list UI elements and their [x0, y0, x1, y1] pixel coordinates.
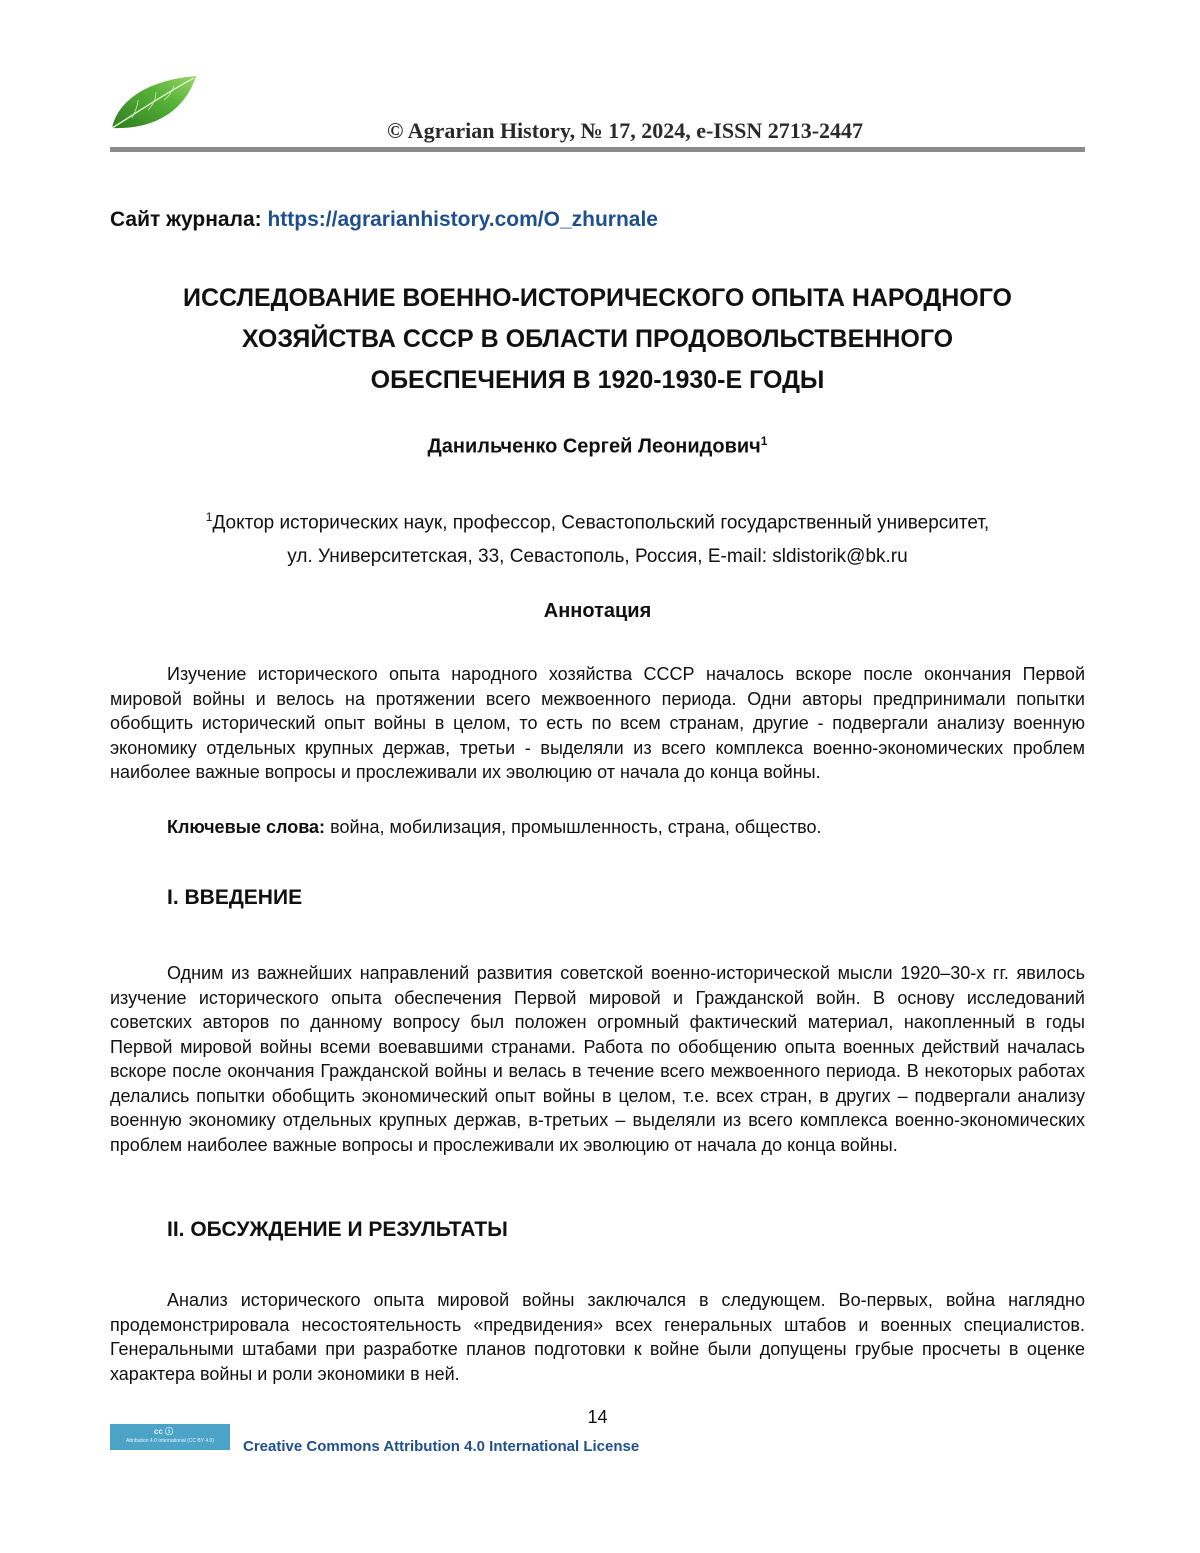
keywords-list: война, мобилизация, промышленность, страна, общество.	[330, 817, 822, 837]
leaf-icon	[108, 72, 200, 134]
abstract-heading: Аннотация	[543, 600, 652, 622]
author-sup: 1	[760, 434, 768, 448]
affiliation-sup: 1	[205, 510, 213, 524]
keywords-label: Ключевые слова:	[167, 817, 326, 837]
title-line: ОБЕСПЕЧЕНИЯ В 1920-1930-Е ГОДЫ	[370, 366, 825, 394]
title-line: ХОЗЯЙСТВА СССР В ОБЛАСТИ ПРОДОВОЛЬСТВЕННОГО	[241, 325, 954, 353]
abstract-text: Изучение исторического опыта народного хозяйства СССР началось вскоре после окончания Первой мировой войны и велось на протяжении всего межвоенного периода. Одни авторы предпринимали попытки обобщить исторический опыт войны в целом, то есть по всем странам, другие - подвергали анализу военную экономику отдельных крупных держав, третьи - выделяли из всего комплекса военно-экономических проблем наиболее важные вопросы и прослеживали их эволюцию от начала до конца войны.	[110, 664, 1085, 782]
discussion-text: Анализ исторического опыта мировой войны заключался в следующем. Во-первых, война наглядно продемонстрировала несостоятельность «предвидения» всех генеральных штабов и военных специалистов. Генеральными штабами при разработке планов подготовки к войне были допущены грубые просчеты в оценке характера войны и роли экономики в ней.	[110, 1290, 1085, 1384]
page-number: 14	[587, 1407, 608, 1427]
cc-badge-icon[interactable]	[110, 1424, 230, 1450]
site-label: Сайт журнала:	[110, 208, 262, 231]
cc-logo: cc ⓘ	[154, 1427, 174, 1436]
header-rule	[110, 147, 1085, 152]
affiliation-line: ул. Университетская, 33, Севастополь, Россия, E-mail: sldistorik@bk.ru	[287, 546, 908, 568]
site-link[interactable]: https://agrarianhistory.com/O_zhurnale	[267, 208, 658, 231]
license-link[interactable]: Creative Commons Attribution 4.0 International License	[243, 1438, 640, 1455]
section-heading-discussion: II. ОБСУЖДЕНИЕ И РЕЗУЛЬТАТЫ	[167, 1218, 508, 1241]
affiliation-line: $^1$Доктор исторических наук, профессор, Севастопольский государственный университет,	[205, 510, 990, 534]
keywords	[167, 817, 821, 838]
introduction-text: Одним из важнейших направлений развития советской военно-исторической мысли 1920–30-х гг. явилось изучение исторического опыта обеспечения Первой мировой и Гражданской войн. В основу исследований советских авторов по данному вопросу был положен огромный фактический материал, накопленный в годы Первой мировой войны всеми воевавшими странами. Работа по обобщению опыта военных действий началась вскоре после окончания Гражданской войны и велась в течение всего межвоенного периода. В некоторых работах делались попытки обобщить экономический опыт войны в целом, т.е. всех стран, в других – подвергали анализу военную экономику отдельных крупных держав, в-третьих – выделяли из всего комплекса военно-экономических проблем наиболее важные вопросы и прослеживали их эволюцию от начала до конца войны.	[110, 963, 1085, 1155]
title-line: ИССЛЕДОВАНИЕ ВОЕННО-ИСТОРИЧЕСКОГО ОПЫТА НАРОДНОГО	[183, 284, 1012, 312]
affiliation	[110, 500, 1085, 574]
section-heading-introduction: I. ВВЕДЕНИЕ	[167, 886, 303, 909]
cc-badge-text: Attribution 4.0 International (CC BY 4.0)	[125, 1438, 214, 1444]
author-name	[110, 434, 1085, 459]
article-title	[110, 278, 1085, 401]
journal-site-line	[110, 208, 658, 232]
journal-header: © Agrarian History, № 17, 2024, e-ISSN 2713-2447	[386, 118, 864, 143]
author-text: Данильченко Сергей Леонидович	[427, 435, 761, 458]
